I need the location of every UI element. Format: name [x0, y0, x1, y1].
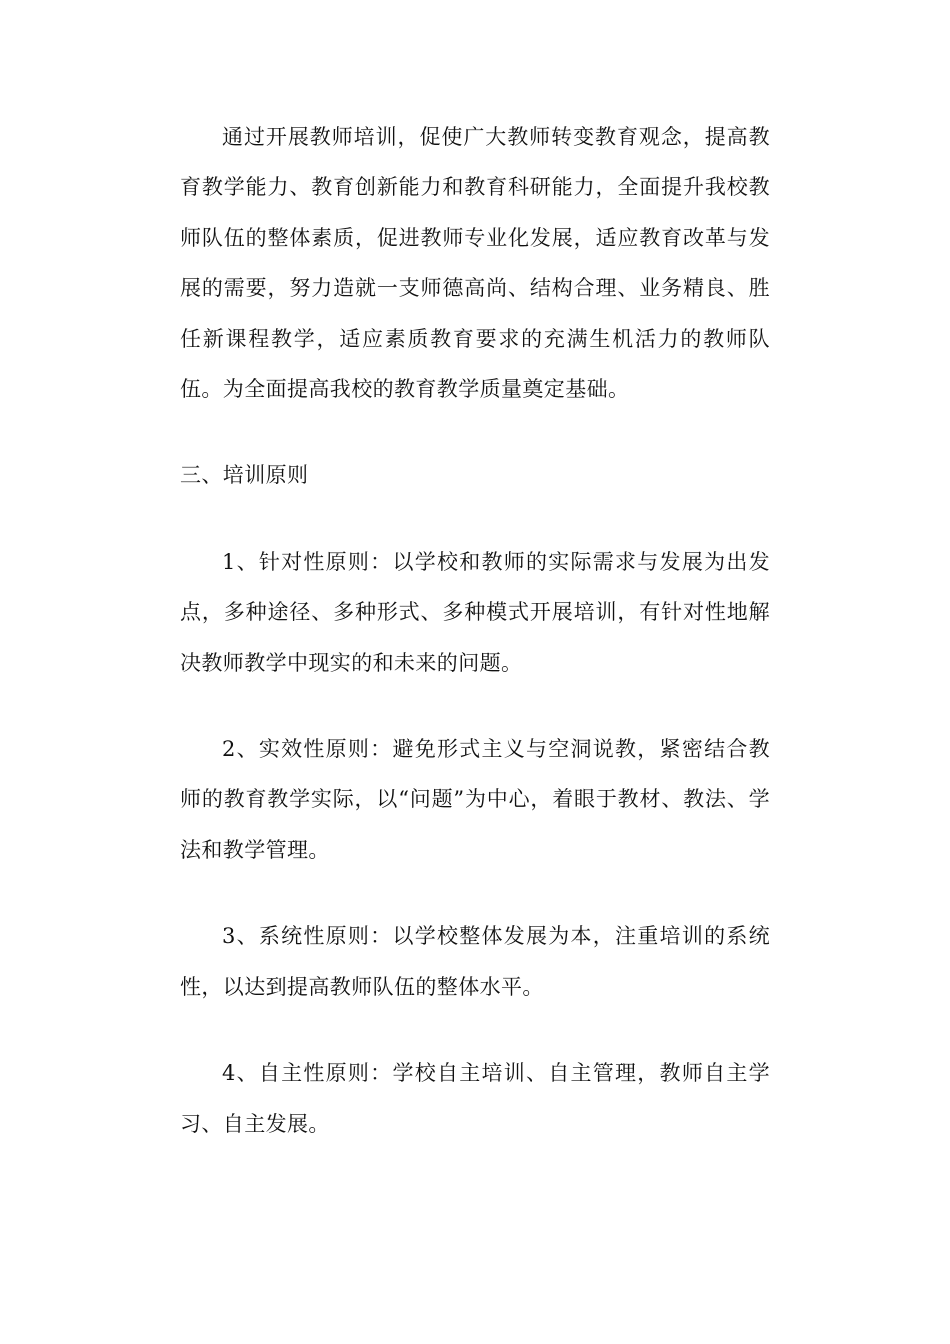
section-heading: 三、培训原则 — [180, 463, 309, 488]
intro-paragraph: 通过开展教师培训，促使广大教师转变教育观念，提高教育教学能力、教育创新能力和教育科研能力，全面提升我校教师队伍的整体素质，促进教师专业化发展，适应教育改革与发展的需要，努力造就一支师德高尚、结构合理、业务精良、胜任新课程教学，适应素质教育要求的充满生机活力的教师队伍。为全面提高我校的教育教学质量奠定基础。 — [180, 125, 770, 402]
principle-paragraph-4: 4、自主性原则：学校自主培训、自主管理，教师自主学习、自主发展。 — [180, 1061, 770, 1136]
document-page — [180, 112, 770, 1149]
principle-paragraph-3: 3、系统性原则：以学校整体发展为本，注重培训的系统性，以达到提高教师队伍的整体水平。 — [180, 924, 770, 999]
principle-paragraph-1: 1、针对性原则：以学校和教师的实际需求与发展为出发点，多种途径、多种形式、多种模式开展培训，有针对性地解决教师教学中现实的和未来的问题。 — [180, 549, 770, 675]
principle-paragraph-2: 2、实效性原则：避免形式主义与空洞说教，紧密结合教师的教育教学实际，以“问题”为中心，着眼于教材、教法、学法和教学管理。 — [180, 737, 770, 862]
